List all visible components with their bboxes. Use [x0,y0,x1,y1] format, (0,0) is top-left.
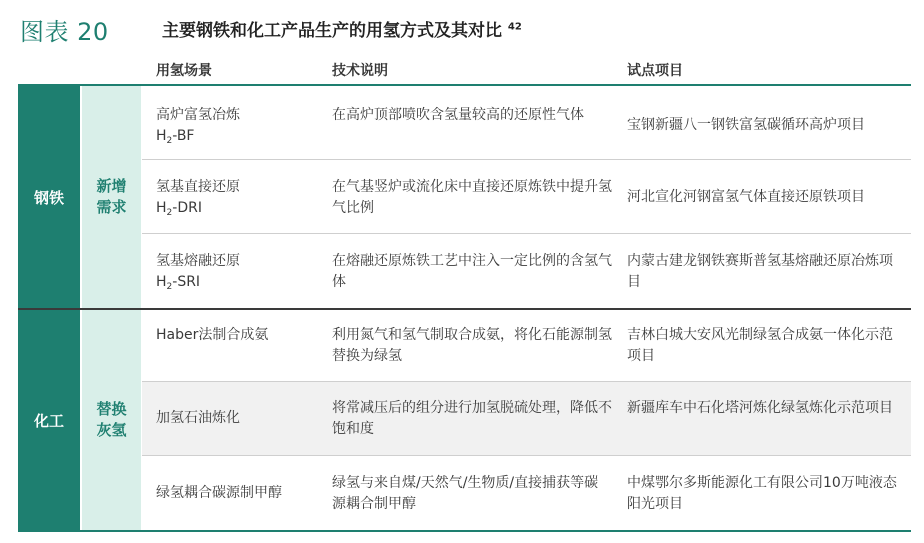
code-prefix: H [156,128,167,144]
column-header-pilot: 试点项目 [627,63,683,79]
column-header-technology: 技术说明 [332,63,388,79]
scenario-code [156,272,321,298]
scenario-cell: 绿氢耦合碳源制甲醇 [156,485,282,501]
technology-cell: 将常减压后的组分进行加氢脱硫处理，降低不饱和度 [332,400,612,437]
column-header-scenario: 用氢场景 [156,63,212,79]
code-prefix: H [156,200,167,216]
scenario-cell: 加氢石油炼化 [156,410,240,426]
sector-label-steel: 钢铁 [18,86,80,308]
pilot-cell: 内蒙古建龙钢铁赛斯普氢基熔融还原冶炼项目 [627,253,893,290]
pilot-cell: 宝钢新疆八一钢铁富氢碳循环高炉项目 [627,117,865,133]
code-subscript: 2 [166,136,173,146]
code-suffix: -BF [172,128,195,144]
code-subscript: 2 [166,282,173,292]
scenario-name: 氢基熔融还原 [156,253,240,269]
pilot-cell: 中煤鄂尔多斯能源化工有限公司10万吨液态阳光项目 [627,475,897,512]
scenario-name: 氢基直接还原 [156,179,240,195]
technology-cell: 利用氮气和氢气制取合成氨，将化石能源制氢替换为绿氢 [332,327,612,364]
table-bottom-border [18,530,911,532]
subcategory-chemical-text: 替换灰氢 [96,400,127,439]
subcategory-chemical [82,310,141,530]
figure-label: 图表 20 [20,18,109,46]
scenario-cell [156,251,321,298]
technology-cell: 在气基竖炉或流化床中直接还原炼铁中提升氢气比例 [332,179,612,216]
sector-label-chemical: 化工 [18,310,80,530]
code-subscript: 2 [166,208,173,218]
scenario-cell [156,177,321,224]
figure-title-text: 主要钢铁和化工产品生产的用氢方式及其对比 [162,21,502,41]
scenario-code [156,198,321,224]
scenario-name: 高炉富氢冶炼 [156,107,240,123]
technology-cell: 绿氢与来自煤/天然气/生物质/直接捕获等碳源耦合制甲醇 [332,475,599,512]
technology-cell: 在熔融还原炼铁工艺中注入一定比例的含氢气体 [332,253,612,290]
subcategory-steel [82,86,141,308]
pilot-cell: 河北宣化河钢富氢气体直接还原铁项目 [627,189,865,205]
code-suffix: -SRI [172,274,201,290]
scenario-cell [156,105,321,152]
figure-title [162,16,522,41]
technology-cell: 在高炉顶部喷吹含氢量较高的还原性气体 [332,107,584,123]
pilot-cell: 新疆库车中石化塔河炼化绿氢炼化示范项目 [627,400,893,416]
scenario-code [156,126,321,152]
code-prefix: H [156,274,167,290]
scenario-cell: Haber法制合成氨 [156,327,269,343]
code-suffix: -DRI [172,200,202,216]
footnote-ref: 42 [507,21,522,33]
subcategory-steel-text: 新增需求 [96,177,127,216]
pilot-cell: 吉林白城大安风光制绿氢合成氨一体化示范项目 [627,327,893,364]
